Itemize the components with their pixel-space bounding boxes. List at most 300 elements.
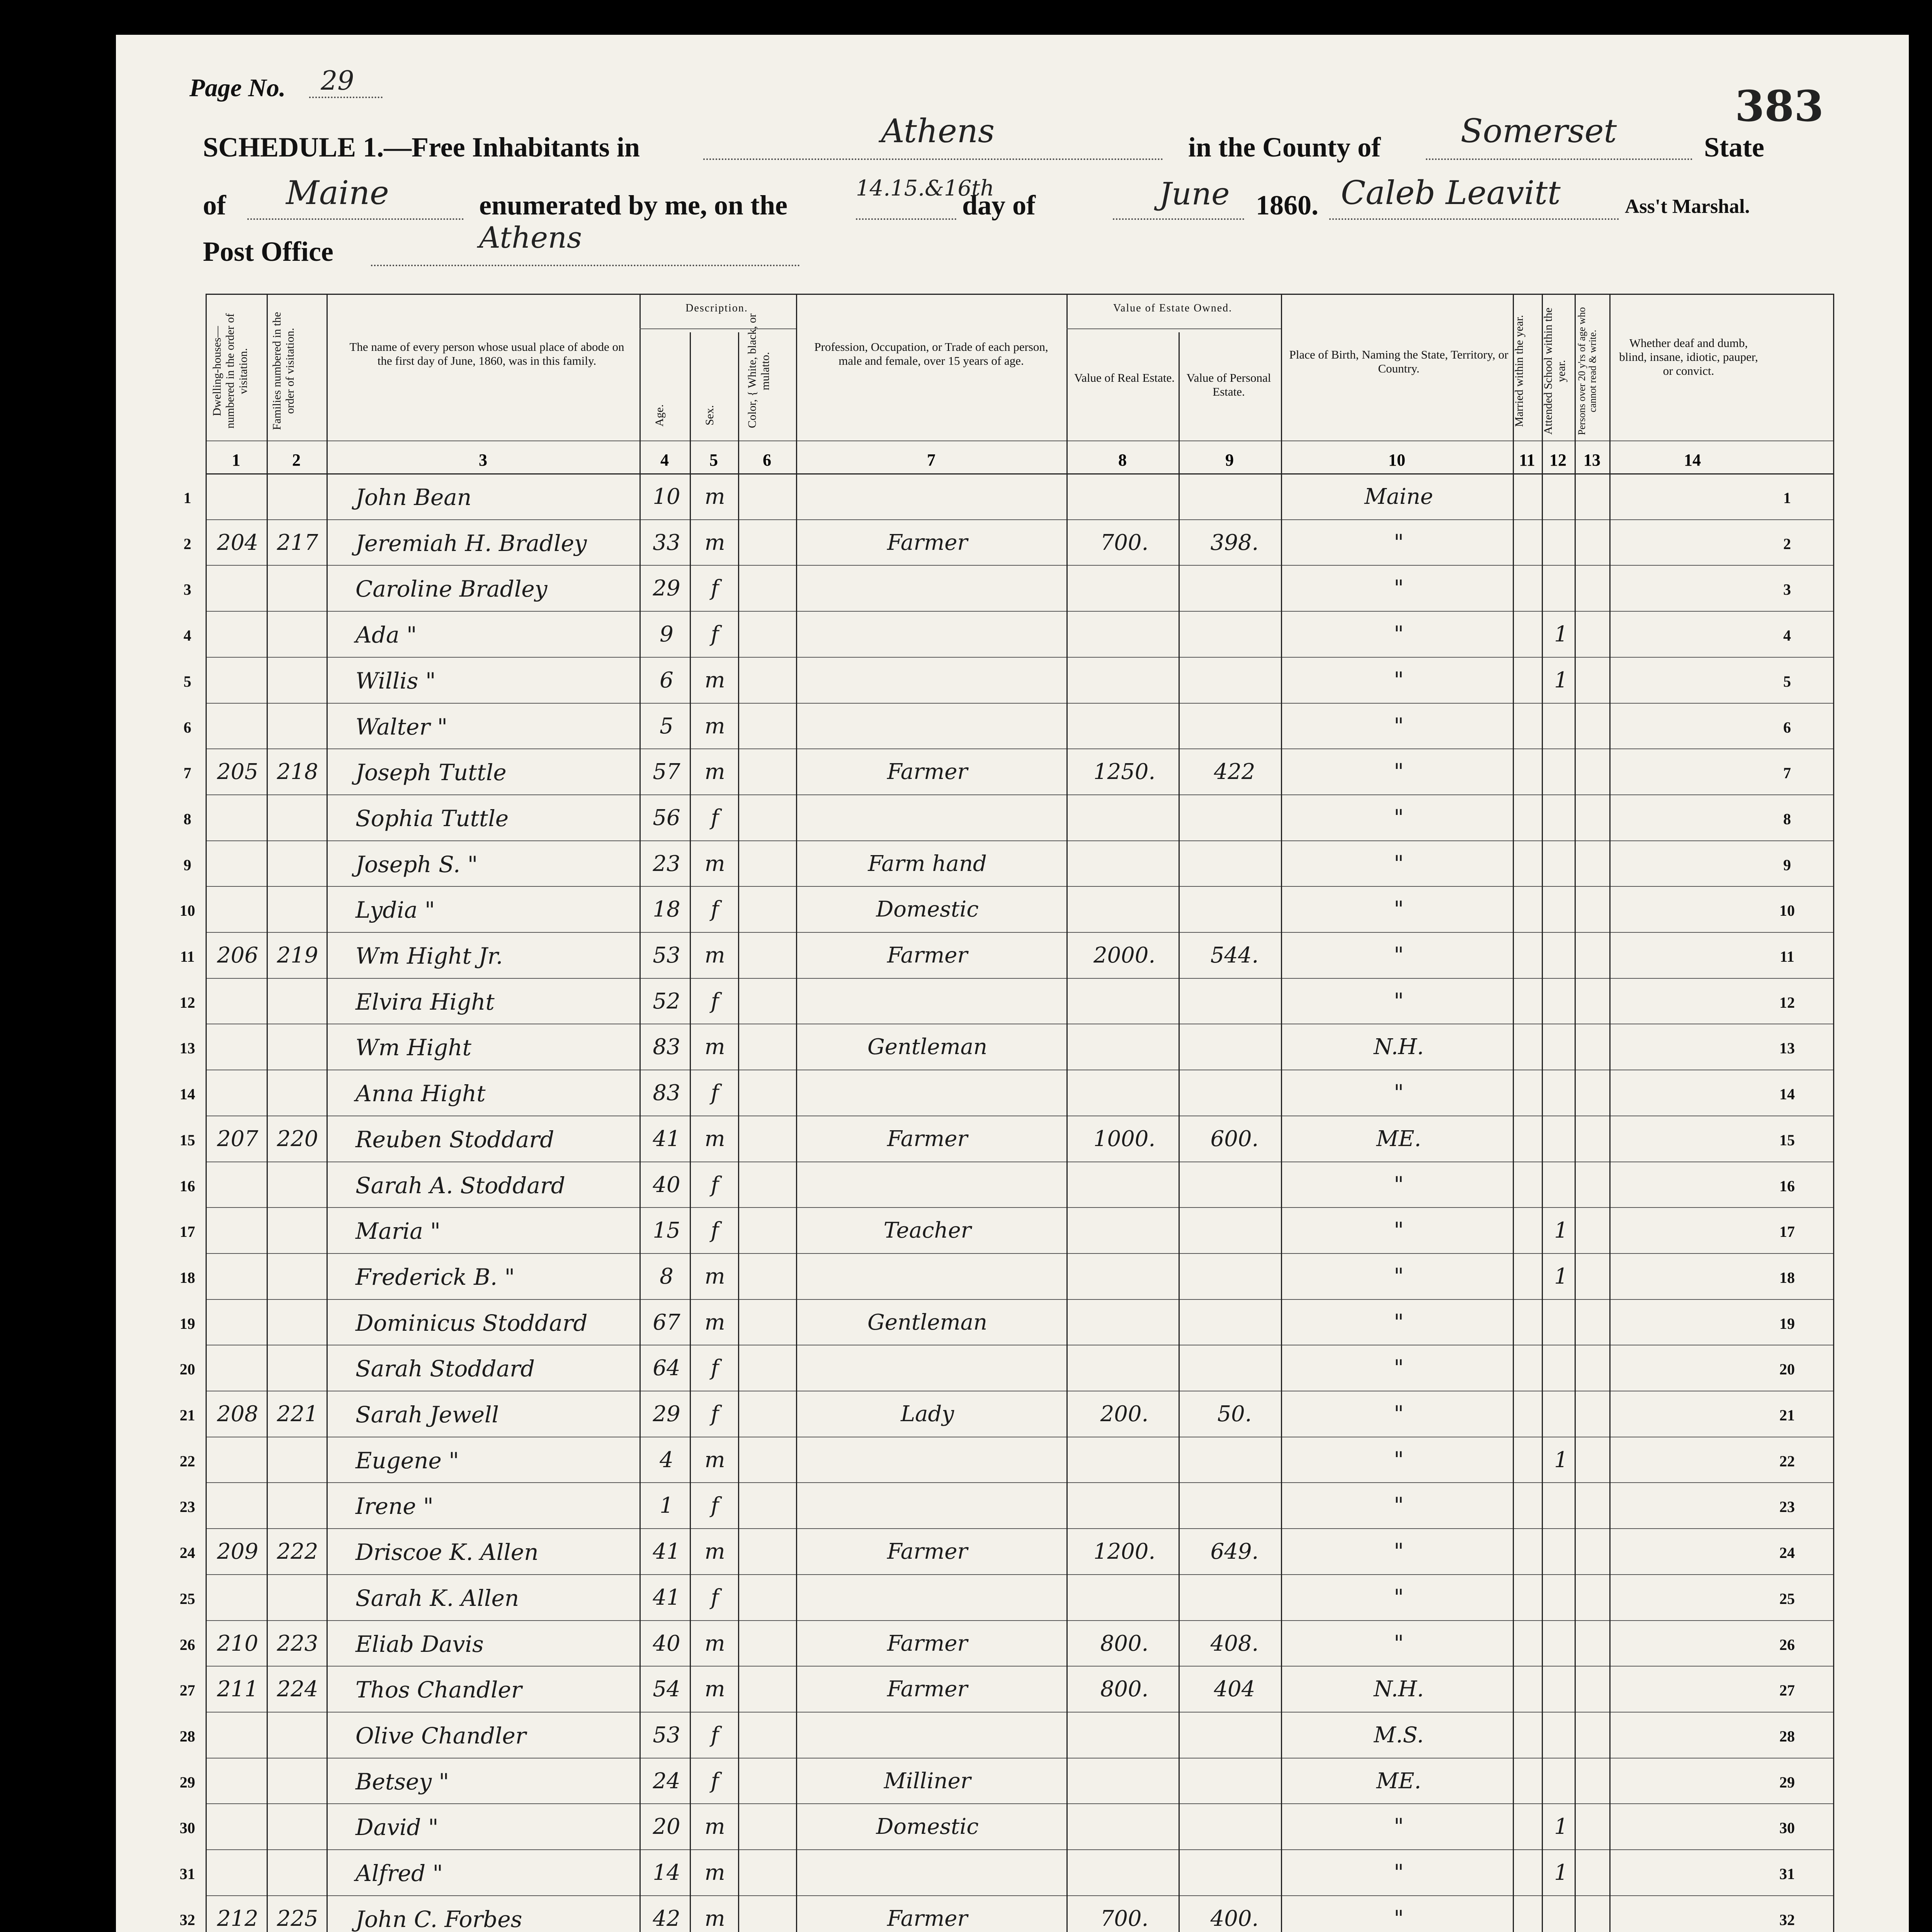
- col-13-header: Persons over 20 y'rs of age who cannot read & write.: [1576, 307, 1598, 435]
- row-number-left: 4: [184, 627, 191, 645]
- column-divider: [738, 332, 739, 1932]
- column-divider: [639, 294, 641, 1932]
- post-office-label: Post Office: [203, 236, 333, 267]
- row-divider: [206, 1620, 1833, 1621]
- row-divider: [206, 1299, 1833, 1300]
- personal-estate-value: 544.: [1210, 943, 1259, 968]
- sex: f: [711, 1218, 719, 1243]
- enum-days: 14.15.&16th: [856, 176, 994, 201]
- birthplace: ": [1394, 1264, 1404, 1289]
- sex: f: [711, 1401, 719, 1427]
- sex: m: [704, 1860, 725, 1885]
- row-number-right: 32: [1779, 1911, 1795, 1929]
- row-number-right: 13: [1779, 1039, 1795, 1057]
- sex: f: [711, 1768, 719, 1794]
- age: 53: [653, 1722, 680, 1748]
- birthplace: ME.: [1376, 1126, 1422, 1151]
- age: 53: [653, 943, 680, 968]
- birthplace: ": [1394, 1493, 1404, 1519]
- col-5-header: Sex.: [703, 405, 716, 426]
- sex: m: [704, 1310, 725, 1335]
- row-number-right: 27: [1779, 1682, 1795, 1699]
- occupation: Milliner: [884, 1768, 971, 1794]
- column-divider: [1575, 294, 1576, 1932]
- row-number-left: 8: [184, 810, 191, 828]
- real-estate-value: 2000.: [1093, 943, 1156, 968]
- col-8-header: Value of Real Estate.: [1074, 371, 1175, 384]
- col-1-header: Dwelling-houses—numbered in the order of visitation.: [211, 313, 250, 429]
- person-name: Eliab Davis: [355, 1631, 484, 1657]
- sex: m: [704, 1447, 725, 1473]
- row-number-left: 24: [180, 1544, 195, 1562]
- birthplace: ": [1394, 713, 1404, 739]
- estate-header: Value of Estate Owned.: [1113, 302, 1233, 314]
- row-number-left: 12: [180, 993, 195, 1011]
- occupation: Farmer: [887, 759, 968, 785]
- person-name: Dominicus Stoddard: [355, 1310, 588, 1336]
- birthplace: ": [1394, 988, 1404, 1014]
- sex: m: [704, 1906, 725, 1931]
- row-divider: [206, 1207, 1833, 1208]
- binder-hole: [26, 906, 53, 934]
- state-label: State: [1704, 132, 1764, 163]
- row-number-right: 24: [1779, 1544, 1795, 1562]
- column-divider: [690, 332, 691, 1932]
- family-number: 217: [277, 530, 318, 555]
- binder-hole: [26, 952, 53, 979]
- age: 42: [653, 1906, 680, 1931]
- age: 83: [653, 1034, 680, 1060]
- sex: m: [704, 1631, 725, 1656]
- col-6-header: Color, { White, black, or mulatto.: [746, 313, 772, 429]
- binder-hole: [26, 998, 53, 1025]
- person-name: John Bean: [355, 484, 472, 510]
- row-divider: [206, 1803, 1833, 1804]
- sex: m: [704, 1126, 725, 1151]
- person-name: Alfred ": [355, 1860, 443, 1886]
- birthplace: N.H.: [1374, 1034, 1424, 1060]
- birthplace: ": [1394, 667, 1404, 693]
- occupation: Farmer: [887, 1677, 968, 1702]
- row-number-left: 32: [180, 1911, 195, 1929]
- row-number-left: 9: [184, 856, 191, 874]
- archive-stamp: 383: [1735, 81, 1824, 131]
- row-number-left: 11: [180, 948, 195, 965]
- person-name: Sarah Jewell: [355, 1401, 499, 1428]
- row-number-left: 26: [180, 1636, 195, 1653]
- age: 4: [660, 1447, 673, 1473]
- col-7-header: Profession, Occupation, or Trade of each person, male and female, over 15 years of age.: [814, 340, 1048, 367]
- binder-hole: [26, 1727, 53, 1754]
- row-number-right: 29: [1779, 1773, 1795, 1791]
- birthplace: ": [1394, 1310, 1404, 1335]
- person-name: Elvira Hight: [355, 988, 495, 1015]
- birthplace: ": [1394, 1539, 1404, 1565]
- state-name: Maine: [286, 174, 389, 212]
- row-number-right: 4: [1783, 627, 1791, 645]
- dwelling-number: 207: [217, 1126, 259, 1151]
- column-divider: [1513, 294, 1514, 1932]
- birthplace: ": [1394, 1860, 1404, 1885]
- column-number: 6: [763, 451, 771, 469]
- column-divider: [1179, 332, 1180, 1932]
- age: 40: [653, 1631, 680, 1656]
- person-name: Walter ": [355, 713, 448, 740]
- row-divider: [206, 1758, 1833, 1759]
- row-number-right: 2: [1783, 535, 1791, 553]
- birthplace: ": [1394, 1401, 1404, 1427]
- occupation: Farm hand: [868, 851, 987, 876]
- occupation: Domestic: [876, 1814, 979, 1840]
- column-divider: [1833, 294, 1834, 1932]
- column-number: 8: [1118, 451, 1127, 469]
- day-of-label: day of: [962, 190, 1036, 221]
- row-divider: [206, 1482, 1833, 1483]
- family-number: 223: [277, 1631, 318, 1656]
- family-number: 224: [277, 1677, 318, 1702]
- person-name: Irene ": [355, 1493, 434, 1520]
- col-11-header: Married within the year.: [1513, 315, 1526, 427]
- age: 9: [660, 622, 673, 647]
- row-number-right: 6: [1783, 718, 1791, 736]
- row-number-right: 7: [1783, 764, 1791, 782]
- dwelling-number: 212: [217, 1906, 259, 1931]
- row-number-left: 29: [180, 1773, 195, 1791]
- row-divider: [206, 978, 1833, 979]
- row-number-right: 5: [1783, 672, 1791, 690]
- row-number-left: 22: [180, 1452, 195, 1470]
- binder-hole: [26, 1226, 53, 1253]
- page-number: 29: [321, 66, 354, 96]
- sex: m: [704, 1264, 725, 1289]
- row-number-right: 26: [1779, 1636, 1795, 1653]
- marshal-line: [1329, 218, 1619, 220]
- sex: f: [711, 1722, 719, 1748]
- sex: f: [711, 1080, 719, 1106]
- real-estate-value: 800.: [1100, 1677, 1149, 1702]
- person-name: Wm Hight Jr.: [355, 943, 503, 969]
- family-number: 222: [277, 1539, 318, 1565]
- birthplace: M.S.: [1374, 1722, 1424, 1748]
- town-name: Athens: [881, 112, 995, 150]
- age: 20: [653, 1814, 680, 1840]
- column-number: 1: [232, 451, 240, 469]
- post-office-line: [371, 265, 800, 266]
- dwelling-number: 209: [217, 1539, 259, 1565]
- age: 29: [653, 1401, 680, 1427]
- sex: m: [704, 1539, 725, 1565]
- year-label: 1860.: [1256, 190, 1318, 221]
- person-name: Lydia ": [355, 897, 435, 923]
- binder-hole: [26, 1682, 53, 1709]
- sex: f: [711, 1355, 719, 1381]
- person-name: Reuben Stoddard: [355, 1126, 554, 1153]
- age: 10: [653, 484, 680, 509]
- row-divider: [206, 1666, 1833, 1667]
- enumerated-label: enumerated by me, on the: [479, 190, 787, 221]
- col-3-header: The name of every person whose usual place of abode on the first day of June, 1860, was in this family.: [349, 340, 624, 367]
- sex: m: [704, 1677, 725, 1702]
- binder-hole: [26, 1499, 53, 1526]
- person-name: Thos Chandler: [355, 1677, 522, 1703]
- page-number-line: [309, 97, 383, 98]
- column-number: 9: [1225, 451, 1234, 469]
- family-number: 221: [277, 1401, 318, 1427]
- sex: f: [711, 1585, 719, 1610]
- real-estate-value: 700.: [1100, 530, 1149, 555]
- occupation: Teacher: [883, 1218, 971, 1243]
- column-divider: [1542, 294, 1543, 1932]
- binder-hole: [26, 1408, 53, 1435]
- row-divider: [206, 703, 1833, 704]
- column-divider: [206, 294, 207, 1932]
- days-line: [856, 218, 956, 220]
- age: 54: [653, 1677, 680, 1702]
- person-name: Ada ": [355, 622, 417, 648]
- binder-hole: [26, 587, 53, 614]
- row-number-right: 16: [1779, 1177, 1795, 1195]
- age: 29: [653, 576, 680, 601]
- row-number-right: 11: [1780, 948, 1794, 965]
- sex: m: [704, 943, 725, 968]
- binder-hole: [26, 1134, 53, 1162]
- birthplace: ": [1394, 1814, 1404, 1840]
- age: 14: [653, 1860, 680, 1885]
- binder-hole: [26, 1910, 53, 1932]
- person-name: Eugene ": [355, 1447, 459, 1474]
- person-name: Anna Hight: [355, 1080, 486, 1107]
- row-number-right: 18: [1779, 1269, 1795, 1286]
- age: 18: [653, 897, 680, 922]
- occupation: Farmer: [887, 1126, 968, 1151]
- row-number-right: 9: [1783, 856, 1791, 874]
- column-number: 3: [479, 451, 487, 469]
- birthplace: ": [1394, 1906, 1404, 1931]
- county-label: in the County of: [1188, 132, 1381, 163]
- age: 41: [653, 1585, 680, 1610]
- person-name: Sarah K. Allen: [355, 1585, 519, 1611]
- row-number-right: 15: [1779, 1131, 1795, 1149]
- age: 23: [653, 851, 680, 876]
- birthplace: ": [1394, 622, 1404, 647]
- binder-hole: [26, 1454, 53, 1481]
- binder-hole: [26, 861, 53, 888]
- column-number: 5: [709, 451, 718, 469]
- dwelling-number: 205: [217, 759, 259, 785]
- col-10-header: Place of Birth, Naming the State, Territory, or Country.: [1289, 348, 1509, 375]
- person-name: Sophia Tuttle: [355, 805, 509, 832]
- description-header: Description.: [685, 302, 748, 314]
- binder-hole: [26, 1089, 53, 1116]
- birthplace: ": [1394, 851, 1404, 876]
- age: 67: [653, 1310, 680, 1335]
- row-number-left: 31: [180, 1865, 195, 1883]
- age: 15: [653, 1218, 680, 1243]
- row-number-right: 30: [1779, 1819, 1795, 1837]
- row-number-left: 20: [180, 1361, 195, 1378]
- attended-school: 1: [1554, 1814, 1568, 1840]
- age: 40: [653, 1172, 680, 1197]
- row-number-right: 10: [1779, 902, 1795, 920]
- binder-hole: [26, 1271, 53, 1298]
- birthplace: ": [1394, 897, 1404, 922]
- birthplace: ": [1394, 1631, 1404, 1656]
- row-number-right: 25: [1779, 1590, 1795, 1607]
- real-estate-value: 700.: [1100, 1906, 1149, 1931]
- row-number-right: 23: [1779, 1498, 1795, 1516]
- column-number: 7: [927, 451, 935, 469]
- county-line: [1426, 158, 1692, 160]
- column-number: 11: [1519, 451, 1535, 469]
- attended-school: 1: [1554, 667, 1568, 693]
- occupation: Gentleman: [867, 1310, 988, 1335]
- age: 64: [653, 1355, 680, 1381]
- row-number-left: 10: [180, 902, 195, 920]
- row-number-right: 14: [1779, 1085, 1795, 1103]
- binder-hole: [26, 770, 53, 797]
- binder-hole: [26, 1545, 53, 1572]
- row-divider: [206, 611, 1833, 612]
- dwelling-number: 208: [217, 1401, 259, 1427]
- county-name: Somerset: [1461, 112, 1617, 150]
- sex: f: [711, 805, 719, 830]
- row-divider: [206, 1253, 1833, 1254]
- age: 57: [653, 759, 680, 785]
- birthplace: ": [1394, 805, 1404, 830]
- row-number-left: 1: [184, 489, 191, 507]
- row-number-right: 28: [1779, 1727, 1795, 1745]
- person-name: Sarah Stoddard: [355, 1355, 535, 1382]
- row-divider: [206, 748, 1833, 749]
- birthplace: ": [1394, 576, 1404, 601]
- personal-estate-value: 398.: [1210, 530, 1259, 555]
- row-number-right: 22: [1779, 1452, 1795, 1470]
- attended-school: 1: [1554, 622, 1568, 647]
- age: 8: [660, 1264, 673, 1289]
- header-bottom-border: [206, 473, 1833, 474]
- row-number-right: 21: [1779, 1406, 1795, 1424]
- attended-school: 1: [1554, 1447, 1568, 1473]
- row-number-left: 3: [184, 581, 191, 599]
- personal-estate-value: 400.: [1210, 1906, 1259, 1931]
- col-4-header: Age.: [653, 404, 666, 427]
- occupation: Farmer: [887, 1539, 968, 1565]
- row-number-left: 27: [180, 1682, 195, 1699]
- row-divider: [206, 932, 1833, 933]
- sex: m: [704, 759, 725, 785]
- binder-hole: [26, 724, 53, 751]
- row-number-right: 20: [1779, 1361, 1795, 1378]
- row-number-right: 12: [1779, 993, 1795, 1011]
- row-number-left: 30: [180, 1819, 195, 1837]
- birthplace: ": [1394, 1172, 1404, 1197]
- row-divider: [206, 1574, 1833, 1575]
- row-divider: [206, 1895, 1833, 1896]
- column-number: 4: [660, 451, 669, 469]
- birthplace: ME.: [1376, 1768, 1422, 1794]
- post-office-name: Athens: [479, 220, 582, 255]
- person-name: Willis ": [355, 667, 436, 694]
- dwelling-number: 211: [217, 1677, 259, 1702]
- of-label: of: [203, 190, 226, 221]
- age: 24: [653, 1768, 680, 1794]
- age: 52: [653, 988, 680, 1014]
- column-number: 13: [1583, 451, 1600, 469]
- row-number-left: 16: [180, 1177, 195, 1195]
- marshal-label: Ass't Marshal.: [1625, 196, 1750, 218]
- column-number: 14: [1684, 451, 1701, 469]
- row-number-left: 28: [180, 1727, 195, 1745]
- age: 5: [660, 713, 673, 739]
- row-number-right: 17: [1779, 1223, 1795, 1241]
- birthplace: ": [1394, 943, 1404, 968]
- column-number: 10: [1388, 451, 1405, 469]
- person-name: Betsey ": [355, 1768, 449, 1795]
- age: 6: [660, 667, 673, 693]
- birthplace: ": [1394, 1447, 1404, 1473]
- birthplace: ": [1394, 1218, 1404, 1243]
- occupation: Gentleman: [867, 1034, 988, 1060]
- age: 56: [653, 805, 680, 830]
- marshal-signature: Caleb Leavitt: [1341, 174, 1561, 212]
- attended-school: 1: [1554, 1860, 1568, 1885]
- family-number: 225: [277, 1906, 318, 1931]
- attended-school: 1: [1554, 1264, 1568, 1289]
- row-divider: [206, 519, 1833, 520]
- row-number-right: 31: [1779, 1865, 1795, 1883]
- sex: f: [711, 622, 719, 647]
- row-divider: [206, 886, 1833, 887]
- age: 83: [653, 1080, 680, 1106]
- dwelling-number: 204: [217, 530, 259, 555]
- birthplace: ": [1394, 759, 1404, 785]
- row-divider: [206, 565, 1833, 566]
- sex: f: [711, 1172, 719, 1197]
- sex: m: [704, 851, 725, 876]
- occupation: Farmer: [887, 530, 968, 555]
- row-number-left: 5: [184, 672, 191, 690]
- estate-divider: [1066, 328, 1281, 329]
- occupation: Farmer: [887, 943, 968, 968]
- sex: m: [704, 667, 725, 693]
- birthplace: ": [1394, 1585, 1404, 1610]
- personal-estate-value: 408.: [1210, 1631, 1259, 1656]
- binder-hole: [26, 1818, 53, 1845]
- real-estate-value: 200.: [1100, 1401, 1149, 1427]
- sex: f: [711, 1493, 719, 1519]
- personal-estate-value: 50.: [1217, 1401, 1252, 1427]
- row-number-left: 14: [180, 1085, 195, 1103]
- person-name: Sarah A. Stoddard: [355, 1172, 565, 1199]
- row-divider: [206, 1712, 1833, 1713]
- age: 33: [653, 530, 680, 555]
- real-estate-value: 800.: [1100, 1631, 1149, 1656]
- occupation: Lady: [900, 1401, 954, 1427]
- birthplace: ": [1394, 1080, 1404, 1106]
- person-name: Frederick B. ": [355, 1264, 515, 1290]
- row-number-left: 25: [180, 1590, 195, 1607]
- enum-month: June: [1159, 176, 1230, 212]
- sex: f: [711, 988, 719, 1014]
- real-estate-value: 1250.: [1093, 759, 1156, 785]
- binder-hole: [26, 1180, 53, 1207]
- sex: m: [704, 530, 725, 555]
- binder-holes: [11, 15, 77, 1932]
- personal-estate-value: 649.: [1210, 1539, 1259, 1565]
- column-number: 12: [1549, 451, 1566, 469]
- col-12-header: Attended School within the year.: [1542, 307, 1568, 435]
- row-number-left: 13: [180, 1039, 195, 1057]
